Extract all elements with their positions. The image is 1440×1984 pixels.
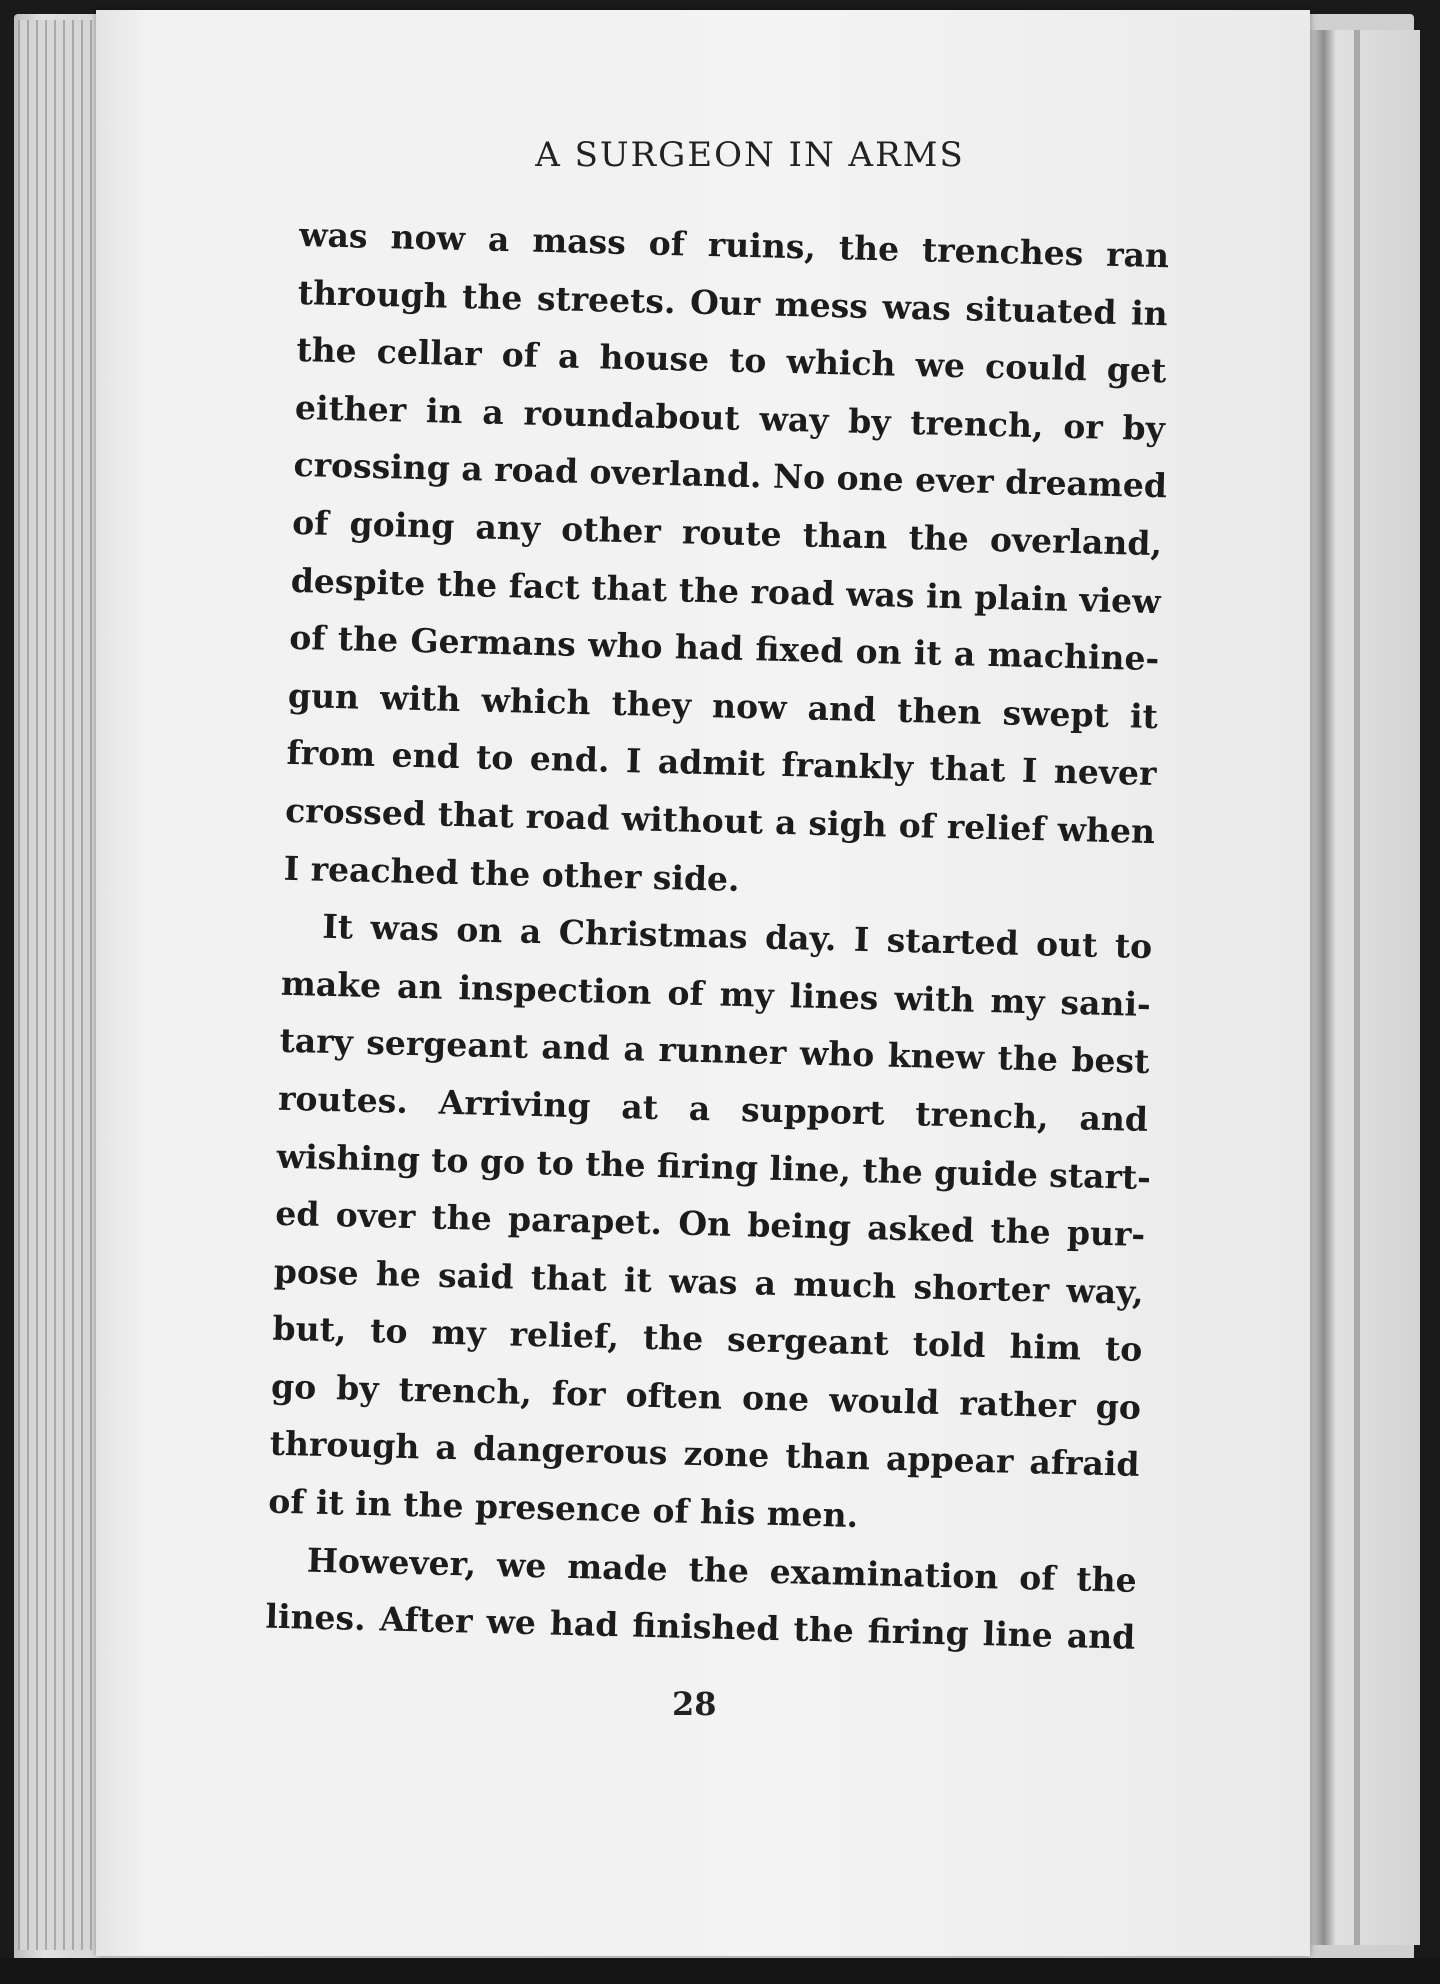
- text-line: from end to end. I admit frankly that I never: [286, 733, 1157, 794]
- text-line: but, to my relief, the sergeant told him to: [272, 1308, 1143, 1370]
- text-line: However, we made the examination of the: [306, 1540, 1138, 1600]
- text-line: lines. After we had finished the firing line and: [265, 1596, 1136, 1658]
- text-line: of the Germans who had fixed on it a machine-: [288, 618, 1160, 679]
- text-line: I reached the other side.: [283, 848, 741, 899]
- text-line: through a dangerous zone than appear afraid: [269, 1424, 1140, 1485]
- text-line: crossing a road overland. No one ever dreamed: [293, 445, 1168, 506]
- text-line: the cellar of a house to which we could get: [296, 330, 1167, 391]
- text-line: make an inspection of my lines with my sani-: [280, 963, 1152, 1024]
- running-head: A SURGEON IN ARMS: [535, 135, 965, 175]
- text-line: crossed that road without a sigh of relief when: [284, 790, 1156, 852]
- text-line: tary sergeant and a runner who knew the best: [279, 1021, 1150, 1082]
- text-line: despite the fact that the road was in plain view: [290, 560, 1162, 621]
- facing-page-edge: [1310, 30, 1420, 1945]
- scan-border: [0, 1958, 1440, 1984]
- text-line: pose he said that it was a much shorter way,: [273, 1251, 1145, 1312]
- text-line: wishing to go to the firing line, the guide start-: [276, 1136, 1152, 1197]
- text-line: through the streets. Our mess was situated in: [297, 272, 1169, 333]
- text-line: of it in the presence of his men.: [267, 1481, 859, 1536]
- text-line: was now a mass of ruins, the trenches ran: [298, 214, 1170, 276]
- text-line: It was on a Christmas day. I started out to: [321, 906, 1153, 967]
- text-line: ed over the parapet. On being asked the pur-: [274, 1193, 1146, 1255]
- page-number: 28: [672, 1685, 717, 1723]
- body-text: [265, 206, 1170, 1667]
- text-line: either in a roundabout way by trench, or by: [294, 387, 1166, 448]
- text-line: go by trench, for often one would rather go: [270, 1366, 1142, 1427]
- text-line: gun with which they now and then swept it: [287, 675, 1159, 736]
- page-edge-stack: [18, 20, 98, 1950]
- text-line: of going any other route than the overland,: [291, 502, 1163, 564]
- binding-stripe: [1354, 30, 1360, 1945]
- text-line: routes. Arriving at a support trench, and: [277, 1078, 1149, 1139]
